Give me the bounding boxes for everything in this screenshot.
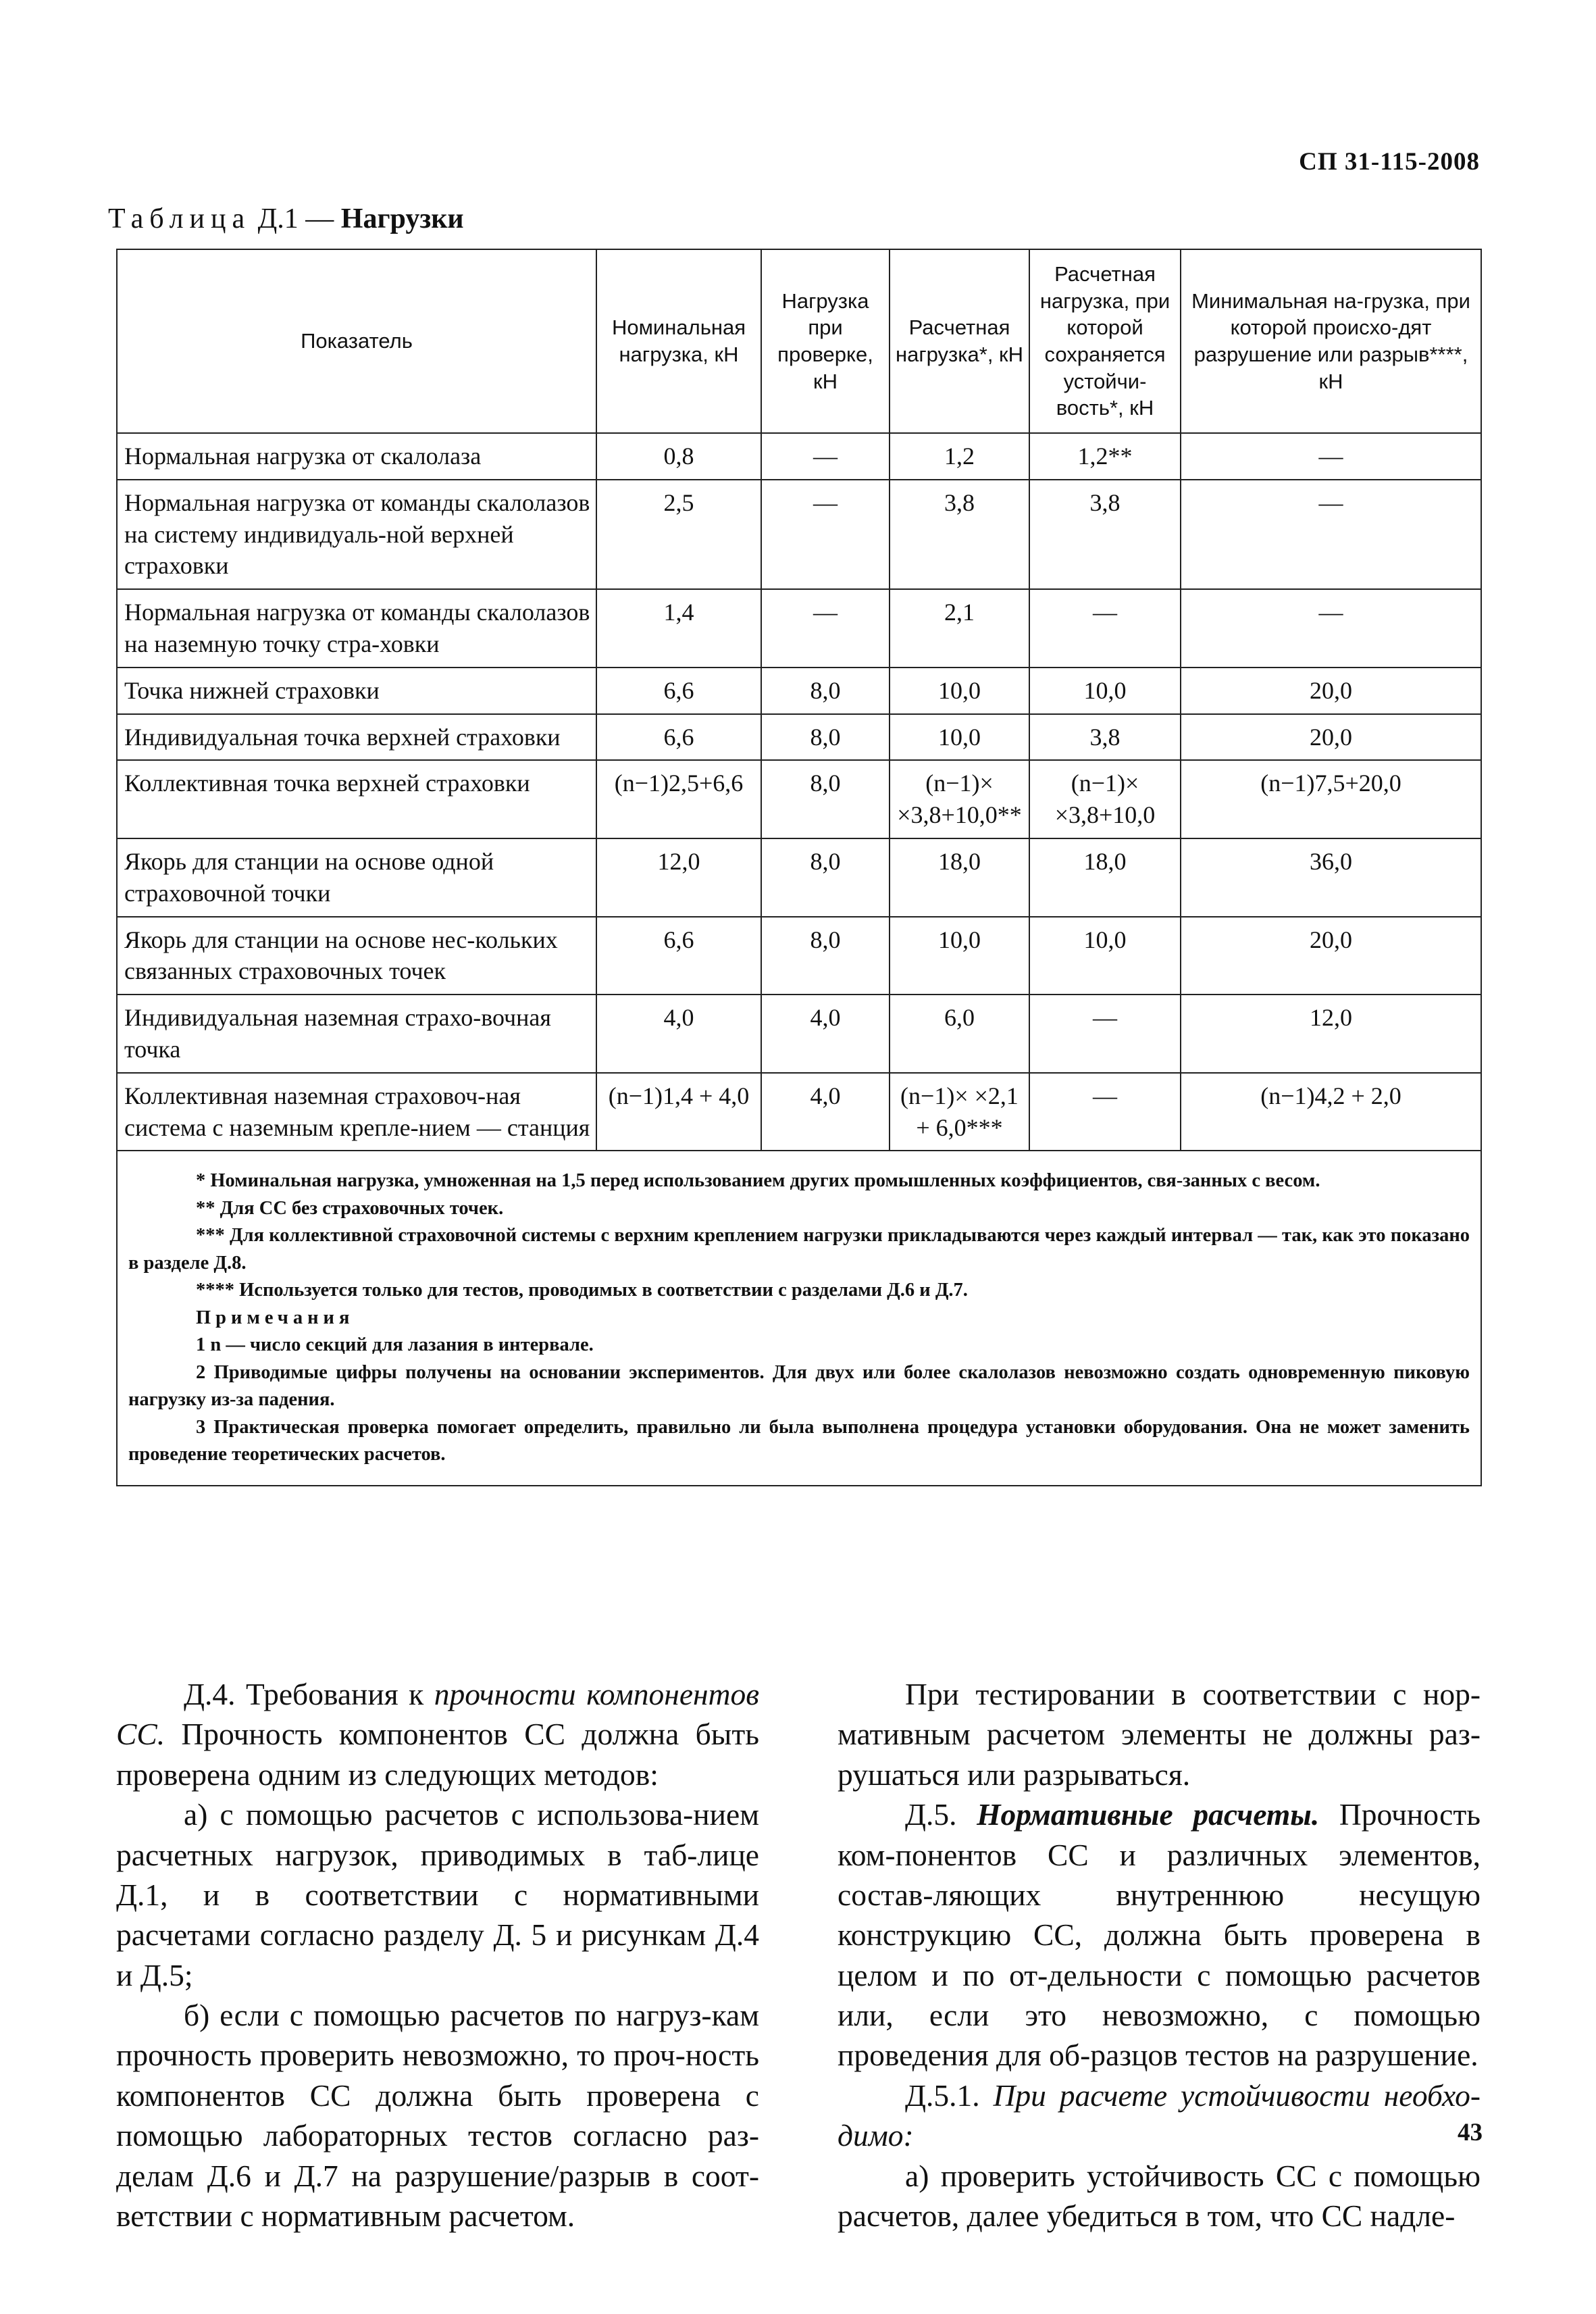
table-cell-value: 1,2: [890, 433, 1029, 480]
footnote: ** Для СС без страховочных точек.: [196, 1197, 504, 1219]
table-cell-indicator: Индивидуальная наземная страхо-вочная точка: [117, 995, 596, 1073]
notes-heading: Примечания: [196, 1307, 355, 1328]
table-cell-value: 20,0: [1181, 917, 1481, 995]
right-column: [838, 1674, 1481, 2236]
table-cell-value: 10,0: [890, 917, 1029, 995]
table-row: [117, 995, 1481, 1073]
table-cell-indicator: Якорь для станции на основе нес-кольких связанных страховочных точек: [117, 917, 596, 995]
note: 3 Практическая проверка помогает определить, правильно ли была выполнена процедура установки оборудования. Она не может заменить проведение теоретических расчетов.: [128, 1416, 1470, 1465]
table-cell-value: 8,0: [761, 714, 890, 761]
table-row: [117, 480, 1481, 589]
table-cell-value: —: [761, 433, 890, 480]
table-caption: [108, 203, 464, 235]
table-cell-value: 8,0: [761, 917, 890, 995]
header-nominal-load: Номинальная нагрузка, кН: [596, 249, 761, 433]
table-row: [117, 589, 1481, 668]
section-d51-title: При расчете устойчивости необхо-димо:: [838, 2078, 1481, 2153]
section-d5-number: Д.5.: [905, 1797, 977, 1832]
header-test-load: Нагрузка при проверке, кН: [761, 249, 890, 433]
note: 2 Приводимые цифры получены на основании экспериментов. Для двух или более скалолазов невозможно создать одновременную пиковую нагрузку из-за падения.: [128, 1361, 1470, 1411]
table-caption-prefix: Таблица: [108, 203, 251, 234]
table-cell-value: —: [761, 589, 890, 668]
method-a-paragraph: а) с помощью расчетов с использова-нием расчетных нагрузок, приводимых в таб-лице Д.1, и в соответствии с нормативными расчетами согласно разделу Д. 5 и рисункам Д.4 и Д.5;: [116, 1797, 759, 1992]
table-cell-value: —: [1029, 1073, 1181, 1151]
table-cell-indicator: Нормальная нагрузка от скалолаза: [117, 433, 596, 480]
table-cell-value: —: [1181, 480, 1481, 589]
testing-paragraph: При тестировании в соответствии с нор-мативным расчетом элементы не должны раз-рушаться или разрываться.: [838, 1677, 1481, 1792]
table-cell-value: 20,0: [1181, 668, 1481, 714]
footnote: *** Для коллективной страховочной системы с верхним креплением нагрузки прикладываются через каждый интервал — так, как это показано в разделе Д.8.: [128, 1225, 1470, 1274]
table-row: [117, 917, 1481, 995]
table-cell-value: 12,0: [596, 838, 761, 917]
table-cell-value: 10,0: [890, 668, 1029, 714]
header-indicator: Показатель: [117, 249, 596, 433]
section-d4-text: Прочность компонентов СС должна быть проверена одним из следующих методов:: [116, 1717, 759, 1792]
table-cell-value: 10,0: [1029, 917, 1181, 995]
table-cell-value: 1,2**: [1029, 433, 1181, 480]
table-cell-value: 3,8: [890, 480, 1029, 589]
table-cell-value: 10,0: [1029, 668, 1181, 714]
section-d51-paragraph: [838, 2076, 1481, 2156]
table-cell-value: 8,0: [761, 668, 890, 714]
section-d4-paragraph: [116, 1674, 759, 1794]
table-cell-value: 10,0: [890, 714, 1029, 761]
table-row: [117, 1073, 1481, 1151]
page-number: 43: [1458, 2119, 1483, 2146]
section-d5-paragraph: [838, 1794, 1481, 2076]
header-design-load: Расчетная нагрузка*, кН: [890, 249, 1029, 433]
table-cell-value: (n−1)× ×2,1 + 6,0***: [890, 1073, 1029, 1151]
table-cell-value: 4,0: [761, 995, 890, 1073]
table-cell-value: 20,0: [1181, 714, 1481, 761]
table-row: [117, 760, 1481, 838]
table-cell-indicator: Нормальная нагрузка от команды скалолазов на систему индивидуаль-ной верхней страховки: [117, 480, 596, 589]
table-caption-number: Д.1 —: [251, 203, 341, 234]
table-row: [117, 714, 1481, 761]
table-cell-value: 0,8: [596, 433, 761, 480]
table-cell-value: 6,6: [596, 714, 761, 761]
table-cell-value: (n−1)1,4 + 4,0: [596, 1073, 761, 1151]
table-cell-value: 2,1: [890, 589, 1029, 668]
table-cell-value: 3,8: [1029, 480, 1181, 589]
table-cell-value: 4,0: [761, 1073, 890, 1151]
table-notes: [117, 1151, 1481, 1485]
section-d51-number: Д.5.1.: [905, 2078, 994, 2113]
table-caption-title: Нагрузки: [340, 203, 464, 234]
table-cell-indicator: Якорь для станции на основе одной страховочной точки: [117, 838, 596, 917]
section-d5-text: Прочность ком-понентов СС и различных элементов, состав-ляющих внутреннюю несущую конструкцию СС, должна быть проверена в целом и по от-дельности с помощью расчетов или, если это невозможно, с помощью проведения для об-разцов тестов на разрушение.: [838, 1797, 1481, 2073]
table-cell-value: 2,5: [596, 480, 761, 589]
table-cell-value: (n−1)× ×3,8+10,0**: [890, 760, 1029, 838]
header-min-break-load: Минимальная на-грузка, при которой происхо-дят разрушение или разрыв****, кН: [1181, 249, 1481, 433]
footnote: * Номинальная нагрузка, умноженная на 1,5 перед использованием других промышленных коэффициентов, свя-занных с весом.: [196, 1170, 1320, 1192]
table-cell-value: 1,4: [596, 589, 761, 668]
section-d5-title: Нормативные расчеты.: [977, 1797, 1320, 1832]
table-cell-value: 36,0: [1181, 838, 1481, 917]
table-cell-value: —: [1029, 589, 1181, 668]
table-cell-value: —: [1181, 433, 1481, 480]
table-cell-value: (n−1)4,2 + 2,0: [1181, 1073, 1481, 1151]
table-cell-value: (n−1)2,5+6,6: [596, 760, 761, 838]
stability-a-paragraph: а) проверить устойчивость СС с помощью расчетов, далее убедиться в том, что СС надле-: [838, 2158, 1481, 2233]
table-cell-value: —: [1029, 995, 1181, 1073]
table-cell-value: —: [1181, 589, 1481, 668]
table-cell-indicator: Точка нижней страховки: [117, 668, 596, 714]
table-cell-value: —: [761, 480, 890, 589]
table-body: [117, 433, 1481, 1151]
loads-table: [116, 249, 1482, 1486]
table-cell-value: 18,0: [1029, 838, 1181, 917]
table-header-row: [117, 249, 1481, 433]
table-cell-value: 8,0: [761, 760, 890, 838]
table-cell-value: (n−1)× ×3,8+10,0: [1029, 760, 1181, 838]
table-cell-value: 6,0: [890, 995, 1029, 1073]
table-cell-indicator: Коллективная наземная страховоч-ная система с наземным крепле-нием — станция: [117, 1073, 596, 1151]
table-cell-indicator: Нормальная нагрузка от команды скалолазов на наземную точку стра-ховки: [117, 589, 596, 668]
footnote: **** Используется только для тестов, проводимых в соответствии с разделами Д.6 и Д.7.: [196, 1280, 968, 1301]
table-cell-value: 18,0: [890, 838, 1029, 917]
table-cell-value: 4,0: [596, 995, 761, 1073]
table-row: [117, 668, 1481, 714]
left-column: [116, 1674, 759, 2236]
table-cell-value: 6,6: [596, 668, 761, 714]
table-row: [117, 433, 1481, 480]
table-cell-value: 6,6: [596, 917, 761, 995]
method-b-paragraph: б) если с помощью расчетов по нагруз-кам прочность проверить невозможно, то проч-ность компонентов СС должна быть проверена с помощью лабораторных тестов согласно раз-делам Д.6 и Д.7 на разрушение/разрыв в соот-ветствии с нормативным расчетом.: [116, 1998, 759, 2233]
header-stability-load: Расчетная нагрузка, при которой сохраняется устойчи-вость*, кН: [1029, 249, 1181, 433]
section-d4-title: Д.4. Требования к: [184, 1677, 434, 1711]
table-cell-indicator: Коллективная точка верхней страховки: [117, 760, 596, 838]
section-d4-emphasis: прочности компонентов СС.: [116, 1677, 759, 1752]
document-code: СП 31-115-2008: [1299, 148, 1480, 176]
table-cell-value: 12,0: [1181, 995, 1481, 1073]
table-notes-row: [117, 1151, 1481, 1485]
table-cell-value: (n−1)7,5+20,0: [1181, 760, 1481, 838]
table-row: [117, 838, 1481, 917]
table-cell-value: 8,0: [761, 838, 890, 917]
table-cell-value: 3,8: [1029, 714, 1181, 761]
table-cell-indicator: Индивидуальная точка верхней страховки: [117, 714, 596, 761]
note: 1 n — число секций для лазания в интервале.: [196, 1334, 594, 1356]
